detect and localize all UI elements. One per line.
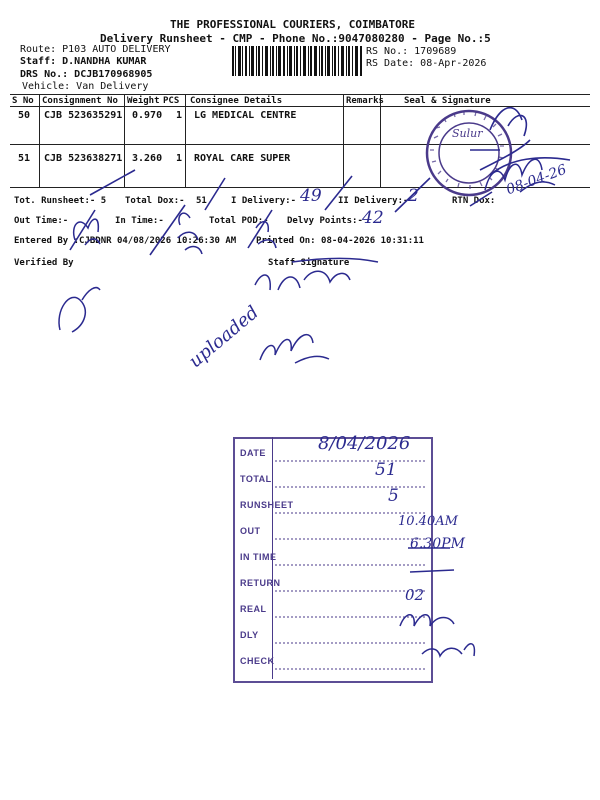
total-dox-value: 51 [196, 196, 207, 206]
entered-by: Entered By :CJBDNR 04/08/2026 10:26:30 AM [14, 236, 237, 246]
col-header-consignment: Consignment No [42, 96, 118, 106]
stamp-hand-in: 6.30PM [410, 536, 465, 552]
table-row-pcs: 1 [176, 110, 183, 121]
table-row-weight: 0.970 [132, 110, 163, 121]
col-header-weight: Weight [127, 96, 160, 106]
stamp-label-runsheet: RUNSHEET [240, 500, 294, 510]
runsheet-title: Delivery Runsheet - CMP - Phone No.:9047080280 - Page No.:5 [100, 32, 491, 45]
table-row-weight: 3.260 [132, 153, 163, 164]
stamp-hand-date: 8/04/2026 [318, 433, 411, 454]
stamp-label-in-time: IN TIME [240, 552, 277, 562]
i-delivery-label: I Delivery:- [231, 196, 297, 206]
table-row-sno: 50 [18, 110, 31, 121]
total-pod-label: Total POD:- [209, 216, 269, 226]
stamp-label-return: RETURN [240, 578, 281, 588]
stamp-hand-runsheet: 5 [388, 486, 399, 506]
stamp-hand-real: 02 [405, 586, 425, 604]
col-header-consignee: Consignee Details [190, 96, 283, 106]
handwritten-uploaded-sig [255, 315, 335, 375]
total-dox-label: Total Dox:- [125, 196, 185, 206]
handwritten-i-delivery: 49 [300, 186, 322, 206]
table-row-sno: 51 [18, 153, 31, 164]
table-row-consignment: CJB 523638271 [44, 153, 123, 164]
vehicle-label: Vehicle: Van Delivery [22, 81, 149, 92]
stamp-label-dly: DLY [240, 630, 259, 640]
out-time-label: Out Time:- [14, 216, 69, 226]
table-row-consignee: ROYAL CARE SUPER [194, 153, 291, 164]
in-time-label: In Time:- [115, 216, 164, 226]
rs-date: RS Date: 08-Apr-2026 [366, 58, 487, 69]
table-row-pcs: 1 [176, 153, 183, 164]
stamp-label-real: REAL [240, 604, 267, 614]
route-label: Route: P103 AUTO DELIVERY [20, 44, 171, 55]
col-header-sno: S No [12, 96, 34, 106]
handwritten-date-corner: 08-04-26 [504, 161, 569, 199]
handwritten-delvy-points: 42 [362, 208, 384, 228]
stamp-label-total: TOTAL [240, 474, 272, 484]
rs-no: RS No.: 1709689 [366, 46, 457, 57]
staff-label: Staff: D.NANDHA KUMAR [20, 56, 147, 67]
verified-by-label: Verified By [14, 258, 74, 268]
table-row-consignment: CJB 523635291 [44, 110, 123, 121]
stamp-hand-total: 51 [375, 460, 397, 480]
seal-round-text: Sulur [452, 127, 483, 140]
col-header-seal: Seal & Signature [404, 96, 491, 106]
stamp-label-out: OUT [240, 526, 261, 536]
stamp-label-date: DATE [240, 448, 266, 458]
col-header-remarks: Remarks [346, 96, 384, 106]
delvy-points-label: Delvy Points:- [287, 216, 363, 226]
table-row-consignee: LG MEDICAL CENTRE [194, 110, 297, 121]
ii-delivery-label: II Delivery:- [338, 196, 409, 206]
staff-signature-label: Staff Signature [268, 258, 350, 268]
col-header-pcs: PCS [163, 96, 180, 106]
stamp-hand-scribbles [370, 450, 530, 690]
drs-label: DRS No.: DCJB170968905 [20, 69, 153, 80]
tot-runsheet: Tot. Runsheet:- 5 [14, 196, 107, 206]
stamp-hand-out: 10.40AM [398, 514, 458, 529]
printed-on: Printed On: 08-04-2026 10:31:11 [256, 236, 424, 246]
handwritten-ii-delivery: 2 [408, 186, 419, 206]
rtn-dox-label: RTN Dox: [452, 196, 496, 206]
company-title: THE PROFESSIONAL COURIERS, COIMBATORE [170, 18, 416, 31]
handwritten-uploaded: uploaded [185, 301, 263, 373]
stamp-label-check: CHECK [240, 656, 275, 666]
